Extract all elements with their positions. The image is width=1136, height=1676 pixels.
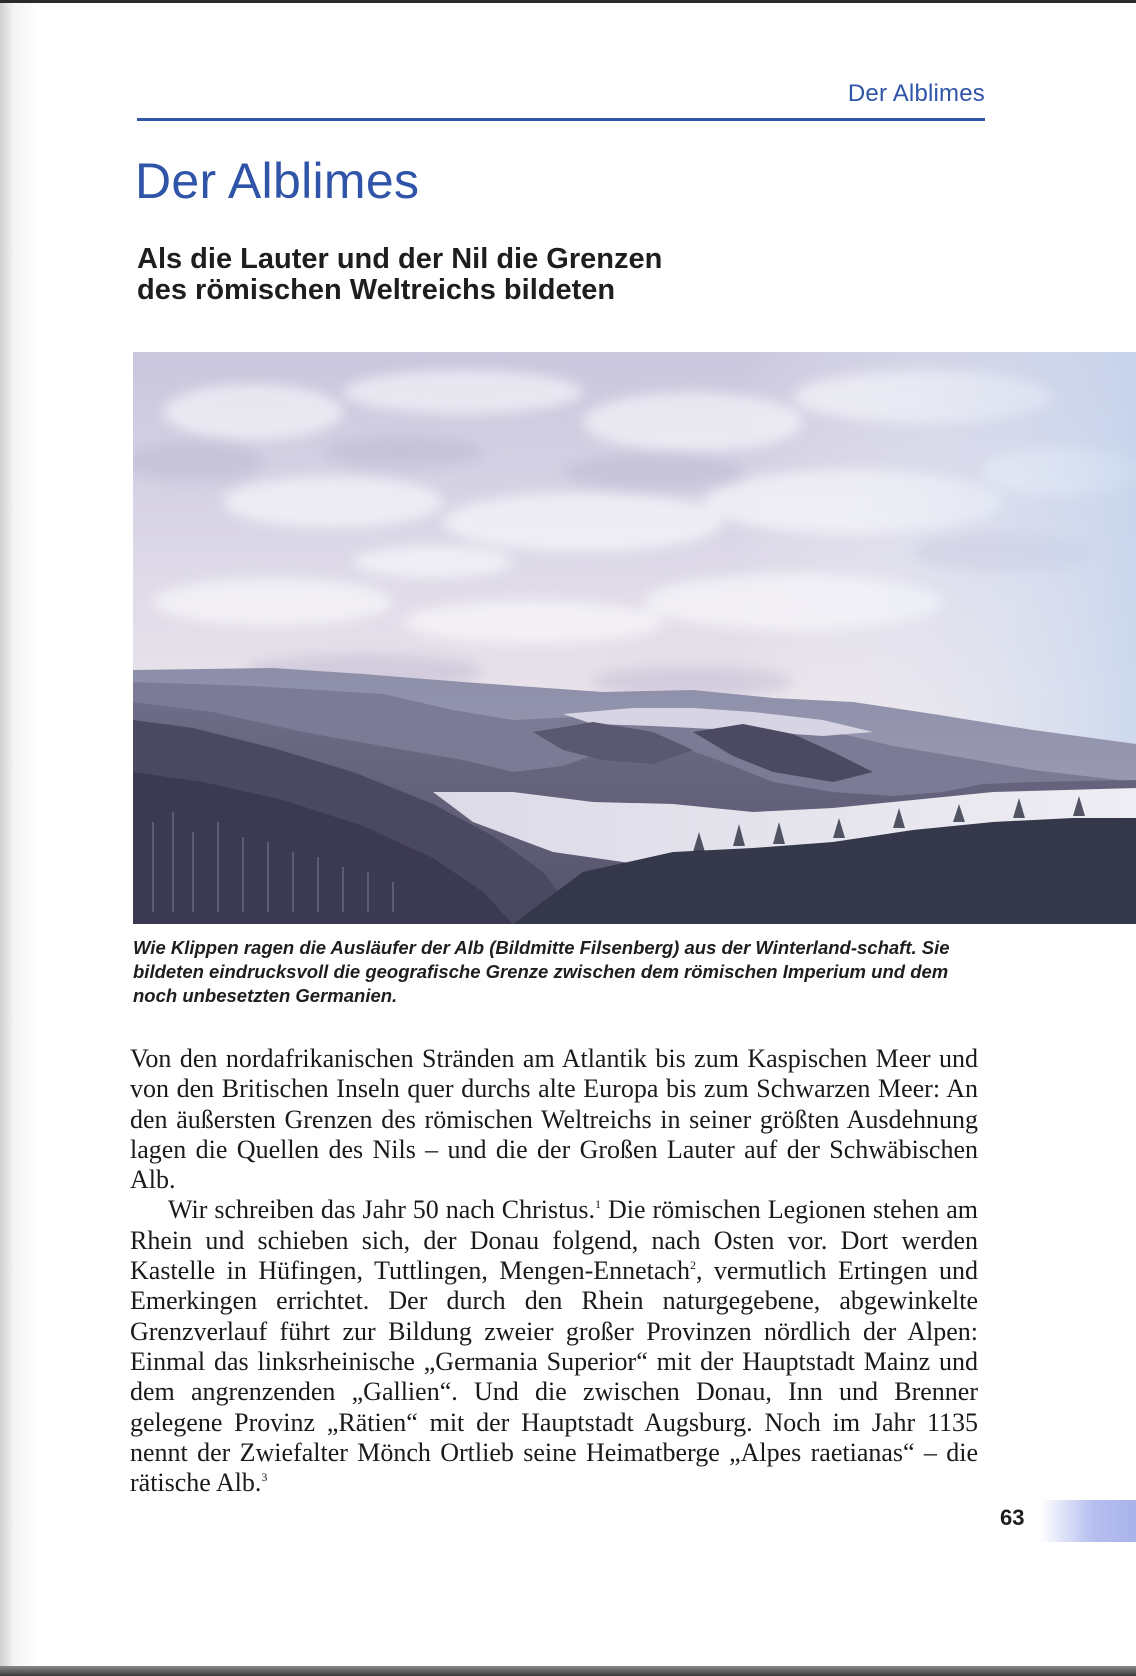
subtitle-line-2: des römischen Weltreichs bildeten bbox=[137, 274, 616, 306]
running-head: Der Alblimes bbox=[847, 80, 985, 107]
page-number: 63 bbox=[1000, 1505, 1025, 1530]
paragraph-2-part-2: Die römischen Legionen stehen am Rhein und schieben sich, der Donau folgend, nach Osten vor. Dort werden Kastelle in Hüfingen, Tuttlingen, Mengen-Ennetach bbox=[130, 1195, 978, 1286]
paragraph-2 bbox=[130, 1195, 978, 1498]
photo-caption: Wie Klippen ragen die Ausläufer der Alb (Bildmitte Filsenberg) aus der Winterland-schaft. Sie bildeten eindrucksvoll die geografische Grenze zwischen dem römischen Imperium und dem noch unbesetzten Germanien. bbox=[133, 937, 950, 1006]
footnote-ref-1: 1 bbox=[594, 1197, 601, 1212]
page-thumb-tab bbox=[1040, 1500, 1136, 1542]
subtitle-line-1: Als die Lauter und der Nil die Grenzen bbox=[137, 243, 663, 275]
chapter-subtitle bbox=[137, 244, 837, 306]
page-bottom-edge bbox=[0, 1666, 1136, 1676]
page-top-edge bbox=[0, 0, 1136, 3]
paragraph-2-part-3: , vermutlich Ertingen und Emerkingen errichtet. Der durch den Rhein naturgegebene, abgewinkelte Grenzverlauf führt zur Bildung zweier großer Provinzen nördlich der Alpen: Einmal das linksrheinische „Germania Superior“ mit der Hauptstadt Mainz und dem angrenzenden „Gallien“. Und die zwischen Donau, Inn und Brenner gelegene Provinz „Rätien“ mit der Hauptstadt Augsburg. Noch im Jahr 1135 nennt der Zwiefalter Mönch Ortlieb seine Heimatberge „Alpes raetianas“ – die rätische Alb. bbox=[130, 1256, 978, 1498]
header-rule bbox=[137, 118, 985, 121]
winter-landscape-photo bbox=[133, 352, 1136, 924]
paragraph-2-part-1: Wir schreiben das Jahr 50 nach Christus. bbox=[168, 1195, 595, 1225]
paragraph-1: Von den nordafrikanischen Stränden am Atlantik bis zum Kaspischen Meer und von den Britischen Inseln quer durchs alte Europa bis zum Schwarzen Meer: An den äußersten Grenzen des römischen Weltreichs in seiner größten Ausdehnung lagen die Quellen des Nils – und die der Großen Lauter auf der Schwäbischen Alb. bbox=[130, 1044, 978, 1195]
body-text bbox=[130, 1044, 978, 1498]
footnote-ref-2: 2 bbox=[689, 1258, 696, 1273]
footnote-ref-3: 3 bbox=[261, 1470, 268, 1485]
chapter-title: Der Alblimes bbox=[135, 153, 420, 209]
